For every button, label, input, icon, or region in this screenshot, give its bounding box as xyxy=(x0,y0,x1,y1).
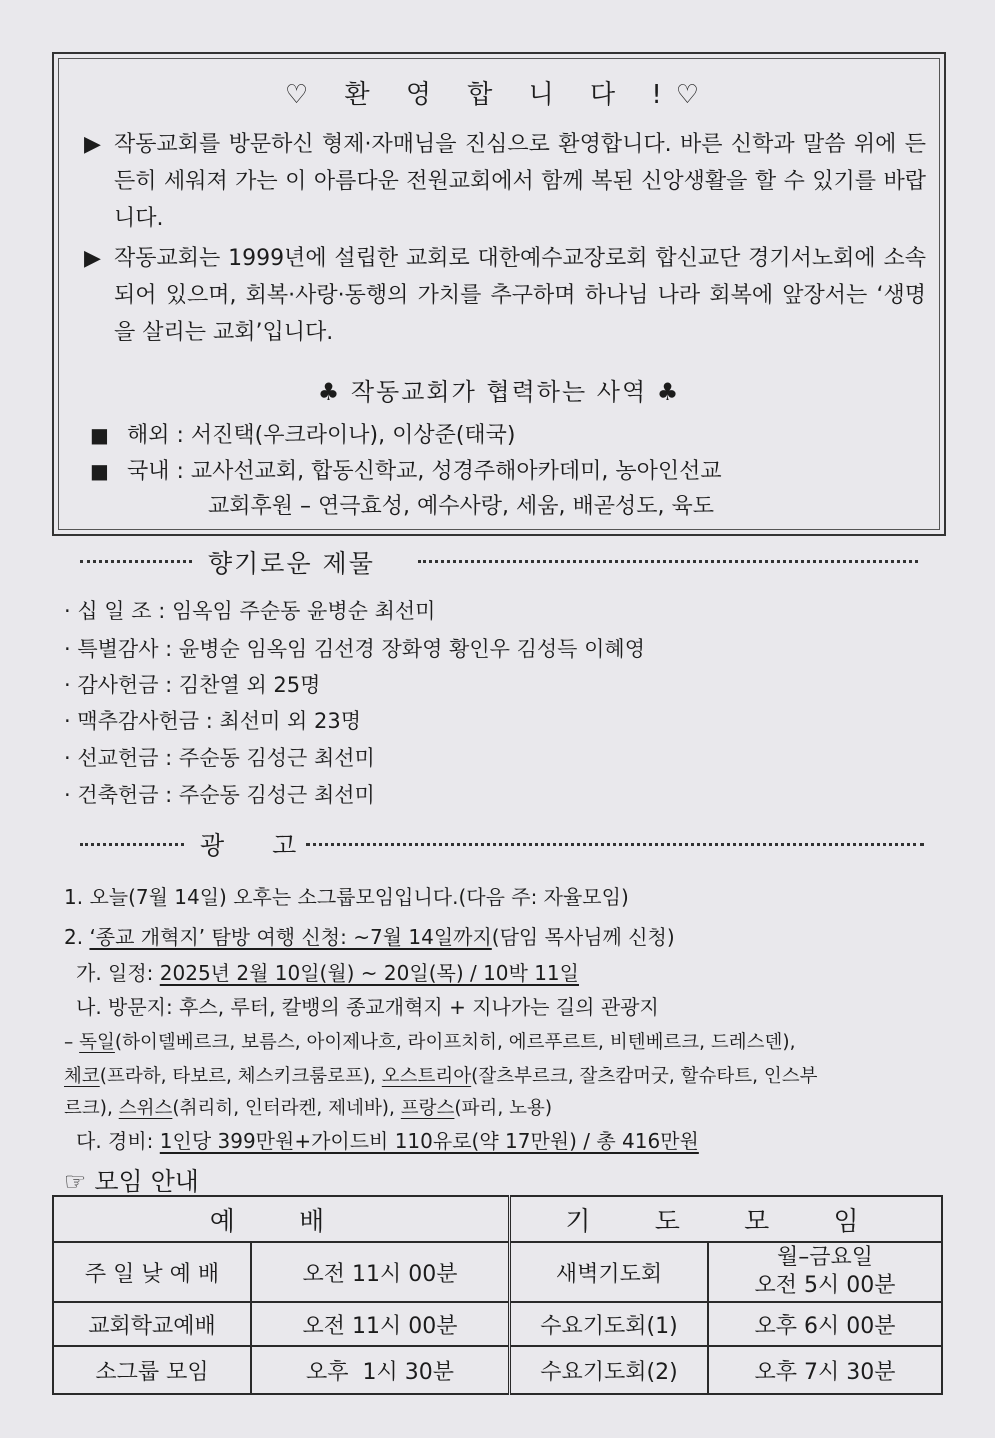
offering-item: · 선교헌금 : 주순동 김성근 최선미 xyxy=(64,746,375,770)
country-austria: 오스트리아 xyxy=(381,1066,472,1087)
offering-title: 향기로운 제물 xyxy=(208,549,375,578)
meetings-table xyxy=(52,1195,943,1395)
worship-name: 소그룹 모임 xyxy=(53,1346,251,1394)
announcements-title: 광 고 xyxy=(200,831,317,860)
worship-name: 주 일 낮 예 배 xyxy=(53,1242,251,1302)
prayer-header: 기 도 모 임 xyxy=(510,1196,943,1242)
offering-item: · 건축헌금 : 주순동 김성근 최선미 xyxy=(64,783,375,807)
prayer-time: 월–금요일 오전 5시 00분 xyxy=(708,1242,942,1302)
dotted-divider xyxy=(306,843,924,846)
destinations-detail-1 xyxy=(64,1028,796,1058)
welcome-paragraph-2: 작동교회는 1999년에 설립한 교회로 대한예수교장로회 합신교단 경기서노회에 소속되어 있으며, 회복·사랑·동행의 가치를 추구하며 하나님 나라 회복에 앞장서는 ‘생명을 살리는 교회’입니다. xyxy=(114,246,926,345)
schedule-dates: 2025년 2월 10일(월) ~ 20일(목) / 10박 11일 xyxy=(159,961,579,985)
announcement-2-prefix: 2. xyxy=(64,925,90,949)
mission-domestic-cont: 교회후원 – 연극효성, 예수사랑, 세움, 배곧성도, 육도 xyxy=(208,494,714,519)
offering-item: · 감사헌금 : 김찬열 외 25명 xyxy=(64,673,321,697)
table-row xyxy=(53,1346,942,1394)
announcement-2 xyxy=(64,922,675,952)
dotted-divider xyxy=(418,560,918,563)
table-row xyxy=(53,1302,942,1346)
country-france: 프랑스 xyxy=(400,1098,455,1119)
destinations-detail-3 xyxy=(64,1094,552,1124)
prayer-name: 수요기도회(2) xyxy=(510,1346,709,1394)
square-bullet-icon: ■ xyxy=(90,459,109,483)
triangle-bullet-icon: ▶ xyxy=(84,246,101,271)
announcement-1: 1. 오늘(7월 14일) 오후는 소그룹모임입니다.(다음 주: 자율모임) xyxy=(64,885,629,909)
schedule-label: 가. 일정: xyxy=(76,961,160,985)
mission-title: ♣ 작동교회가 협력하는 사역 ♣ xyxy=(317,378,681,406)
schedule-line xyxy=(76,958,579,988)
welcome-box xyxy=(52,52,946,536)
offering-item: · 특별감사 : 윤병순 임옥임 김선경 장화영 황인우 김성득 이혜영 xyxy=(64,637,645,661)
country-germany: 독일 xyxy=(79,1032,115,1053)
welcome-title: ♡ 환 영 합 니 다 !♡ xyxy=(284,80,714,110)
announcement-2-suffix: (담임 목사님께 신청) xyxy=(491,925,675,949)
country-switzerland: 스위스 xyxy=(118,1098,173,1119)
prayer-name: 수요기도회(1) xyxy=(510,1302,709,1346)
destinations-detail-2 xyxy=(64,1062,817,1092)
worship-header: 예 배 xyxy=(53,1196,510,1242)
austria-cities: (잘츠부르크, 잘츠캄머굿, 할슈타트, 인스부 xyxy=(471,1066,818,1087)
destinations-line: 나. 방문지: 후스, 루터, 칼뱅의 종교개혁지 + 지나가는 길의 관광지 xyxy=(76,995,659,1019)
mission-overseas xyxy=(90,418,516,453)
dotted-divider xyxy=(80,560,192,563)
offering-item: · 맥추감사헌금 : 최선미 외 23명 xyxy=(64,709,361,733)
swiss-cities: (취리히, 인터라켄, 제네바), xyxy=(172,1098,401,1119)
germany-cities: (하이델베르크, 보름스, 아이제나흐, 라이프치히, 에르푸르트, 비텐베르크, 드레스덴), xyxy=(114,1032,796,1053)
austria-cities-cont: 르크), xyxy=(64,1098,119,1119)
prayer-time: 오후 6시 00분 xyxy=(708,1302,942,1346)
table-row xyxy=(53,1242,942,1302)
prayer-time: 오후 7시 30분 xyxy=(708,1346,942,1394)
cost-amount: 1인당 399만원+가이드비 110유로(약 17만원) / 총 416만원 xyxy=(159,1129,699,1153)
square-bullet-icon: ■ xyxy=(90,423,109,447)
mission-domestic xyxy=(90,454,722,489)
worship-time: 오전 11시 00분 xyxy=(251,1302,510,1346)
worship-name: 교회학교예배 xyxy=(53,1302,251,1346)
mission-overseas-text: 해외 : 서진택(우크라이나), 이상준(태국) xyxy=(127,423,516,448)
welcome-paragraph-1: 작동교회를 방문하신 형제·자매님을 진심으로 환영합니다. 바른 신학과 말씀 위에 든든히 세워져 가는 이 아름다운 전원교회에서 함께 복된 신앙생활을 할 수 있기를 바랍니다. xyxy=(114,132,926,231)
cost-line xyxy=(76,1126,699,1156)
country-czech: 체코 xyxy=(64,1066,100,1087)
offering-item: · 십 일 조 : 임옥임 주순동 윤병순 최선미 xyxy=(64,599,436,623)
dotted-divider xyxy=(80,843,184,846)
meetings-title: ☞ 모임 안내 xyxy=(64,1167,199,1196)
cost-label: 다. 경비: xyxy=(76,1129,160,1153)
worship-time: 오전 11시 00분 xyxy=(251,1242,510,1302)
czech-cities: (프라하, 타보르, 체스키크룸로프), xyxy=(99,1066,382,1087)
announcement-2-highlight: ‘종교 개혁지’ 탐방 여행 신청: ~7월 14일까지 xyxy=(89,925,492,949)
triangle-bullet-icon: ▶ xyxy=(84,132,101,157)
prayer-name: 새벽기도회 xyxy=(510,1242,709,1302)
worship-time: 오후 1시 30분 xyxy=(251,1346,510,1394)
france-cities: (파리, 노용) xyxy=(454,1098,553,1119)
dash-prefix: – xyxy=(64,1032,80,1053)
mission-domestic-text: 국내 : 교사선교회, 합동신학교, 성경주해아카데미, 농아인선교 xyxy=(127,459,722,484)
